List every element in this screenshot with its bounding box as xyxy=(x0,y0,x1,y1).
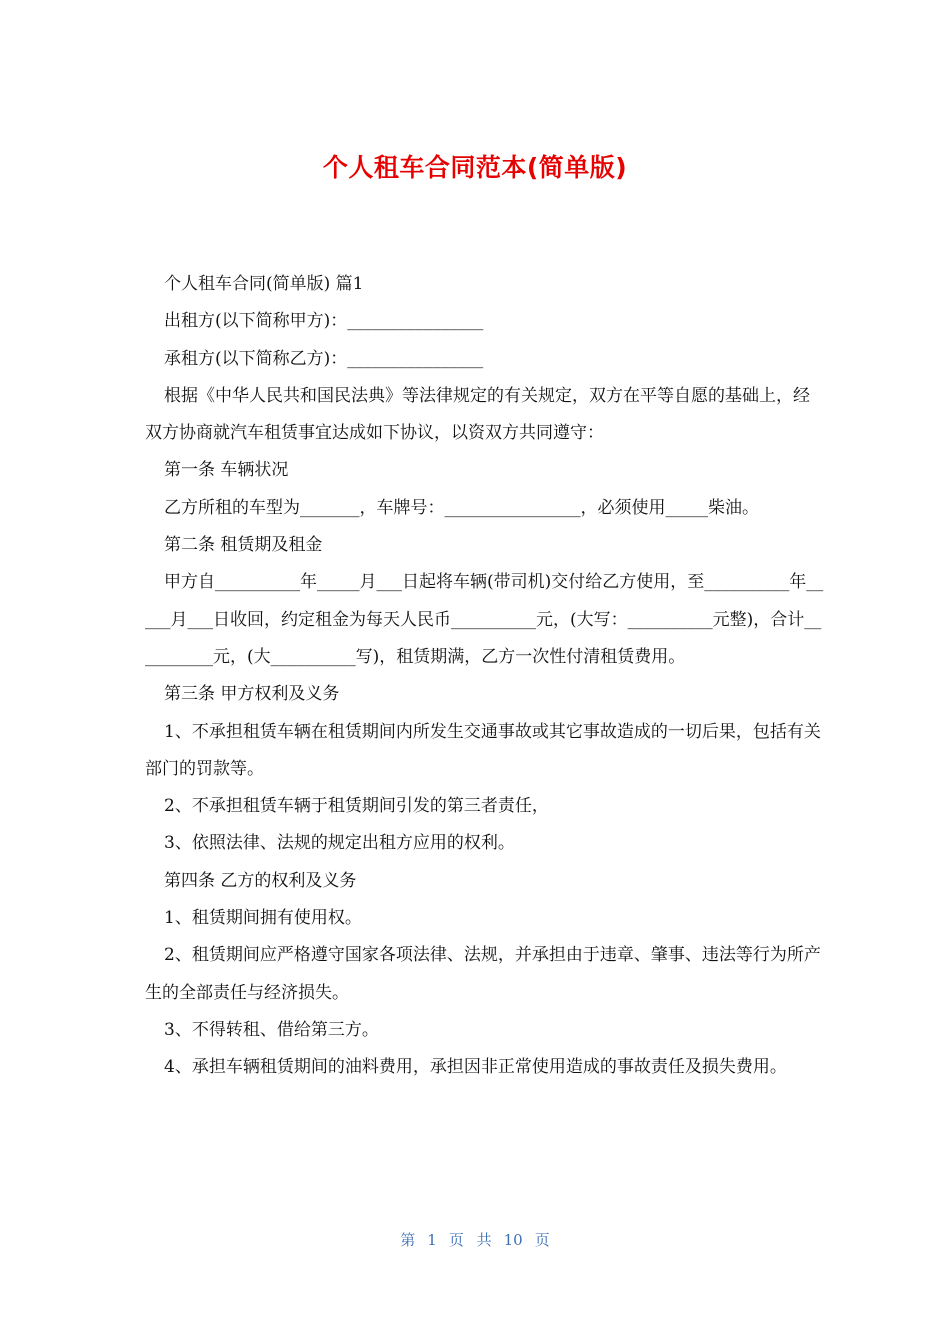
article-1-heading: 第一条 车辆状况 xyxy=(164,460,289,481)
lessee-line: 承租方(以下简称乙方)：________________ xyxy=(164,348,484,369)
article-4-item-1: 1、租赁期间拥有使用权。 xyxy=(164,908,362,929)
article-3-heading: 第三条 甲方权利及义务 xyxy=(164,684,340,705)
document-body xyxy=(145,266,825,1087)
footer-page-number: 1 xyxy=(427,1231,437,1249)
section-heading: 个人租车合同(简单版) 篇1 xyxy=(164,274,364,294)
lessor-line: 出租方(以下简称甲方)：________________ xyxy=(164,311,484,332)
document-title: 个人租车合同范本(简单版) xyxy=(322,153,628,182)
footer-total-pages: 10 xyxy=(503,1231,523,1249)
article-2-heading: 第二条 租赁期及租金 xyxy=(164,535,323,556)
footer-middle: 页 共 xyxy=(448,1231,492,1249)
article-4-item-3: 3、不得转租、借给第三方。 xyxy=(164,1019,379,1040)
article-4-item-2: 2、租赁期间应严格遵守国家各项法律、法规，并承担由于违章、肇事、违法等行为所产生的全部责任与经济损失。 xyxy=(145,945,821,1003)
article-4-heading: 第四条 乙方的权利及义务 xyxy=(164,870,357,891)
article-1-paragraph: 乙方所租的车型为_______，车牌号：________________，必须使用_____柴油。 xyxy=(164,497,759,518)
page-footer xyxy=(0,1229,950,1250)
footer-prefix: 第 xyxy=(400,1231,416,1249)
footer-suffix: 页 xyxy=(534,1231,550,1249)
article-3-item-1: 1、不承担租赁车辆在租赁期间内所发生交通事故或其它事故造成的一切后果，包括有关部门的罚款等。 xyxy=(145,721,821,779)
article-4-item-4: 4、承担车辆租赁期间的油料费用，承担因非正常使用造成的事故责任及损失费用。 xyxy=(164,1057,787,1078)
article-2-paragraph: 甲方自__________年_____月___日起将车辆(带司机)交付给乙方使用，至__________年_____月___日收回，约定租金为每天人民币__________元，(大写：__________元整)，合计__________元，(大__________写)，租赁期满，乙方一次性付清租赁费用。 xyxy=(145,572,824,667)
article-3-item-2: 2、不承担租赁车辆于租赁期间引发的第三者责任， xyxy=(164,796,549,817)
article-3-item-3: 3、依照法律、法规的规定出租方应用的权利。 xyxy=(164,833,515,854)
preamble-paragraph: 根据《中华人民共和国民法典》等法律规定的有关规定，双方在平等自愿的基础上，经双方协商就汽车租赁事宜达成如下协议，以资双方共同遵守： xyxy=(145,385,810,444)
